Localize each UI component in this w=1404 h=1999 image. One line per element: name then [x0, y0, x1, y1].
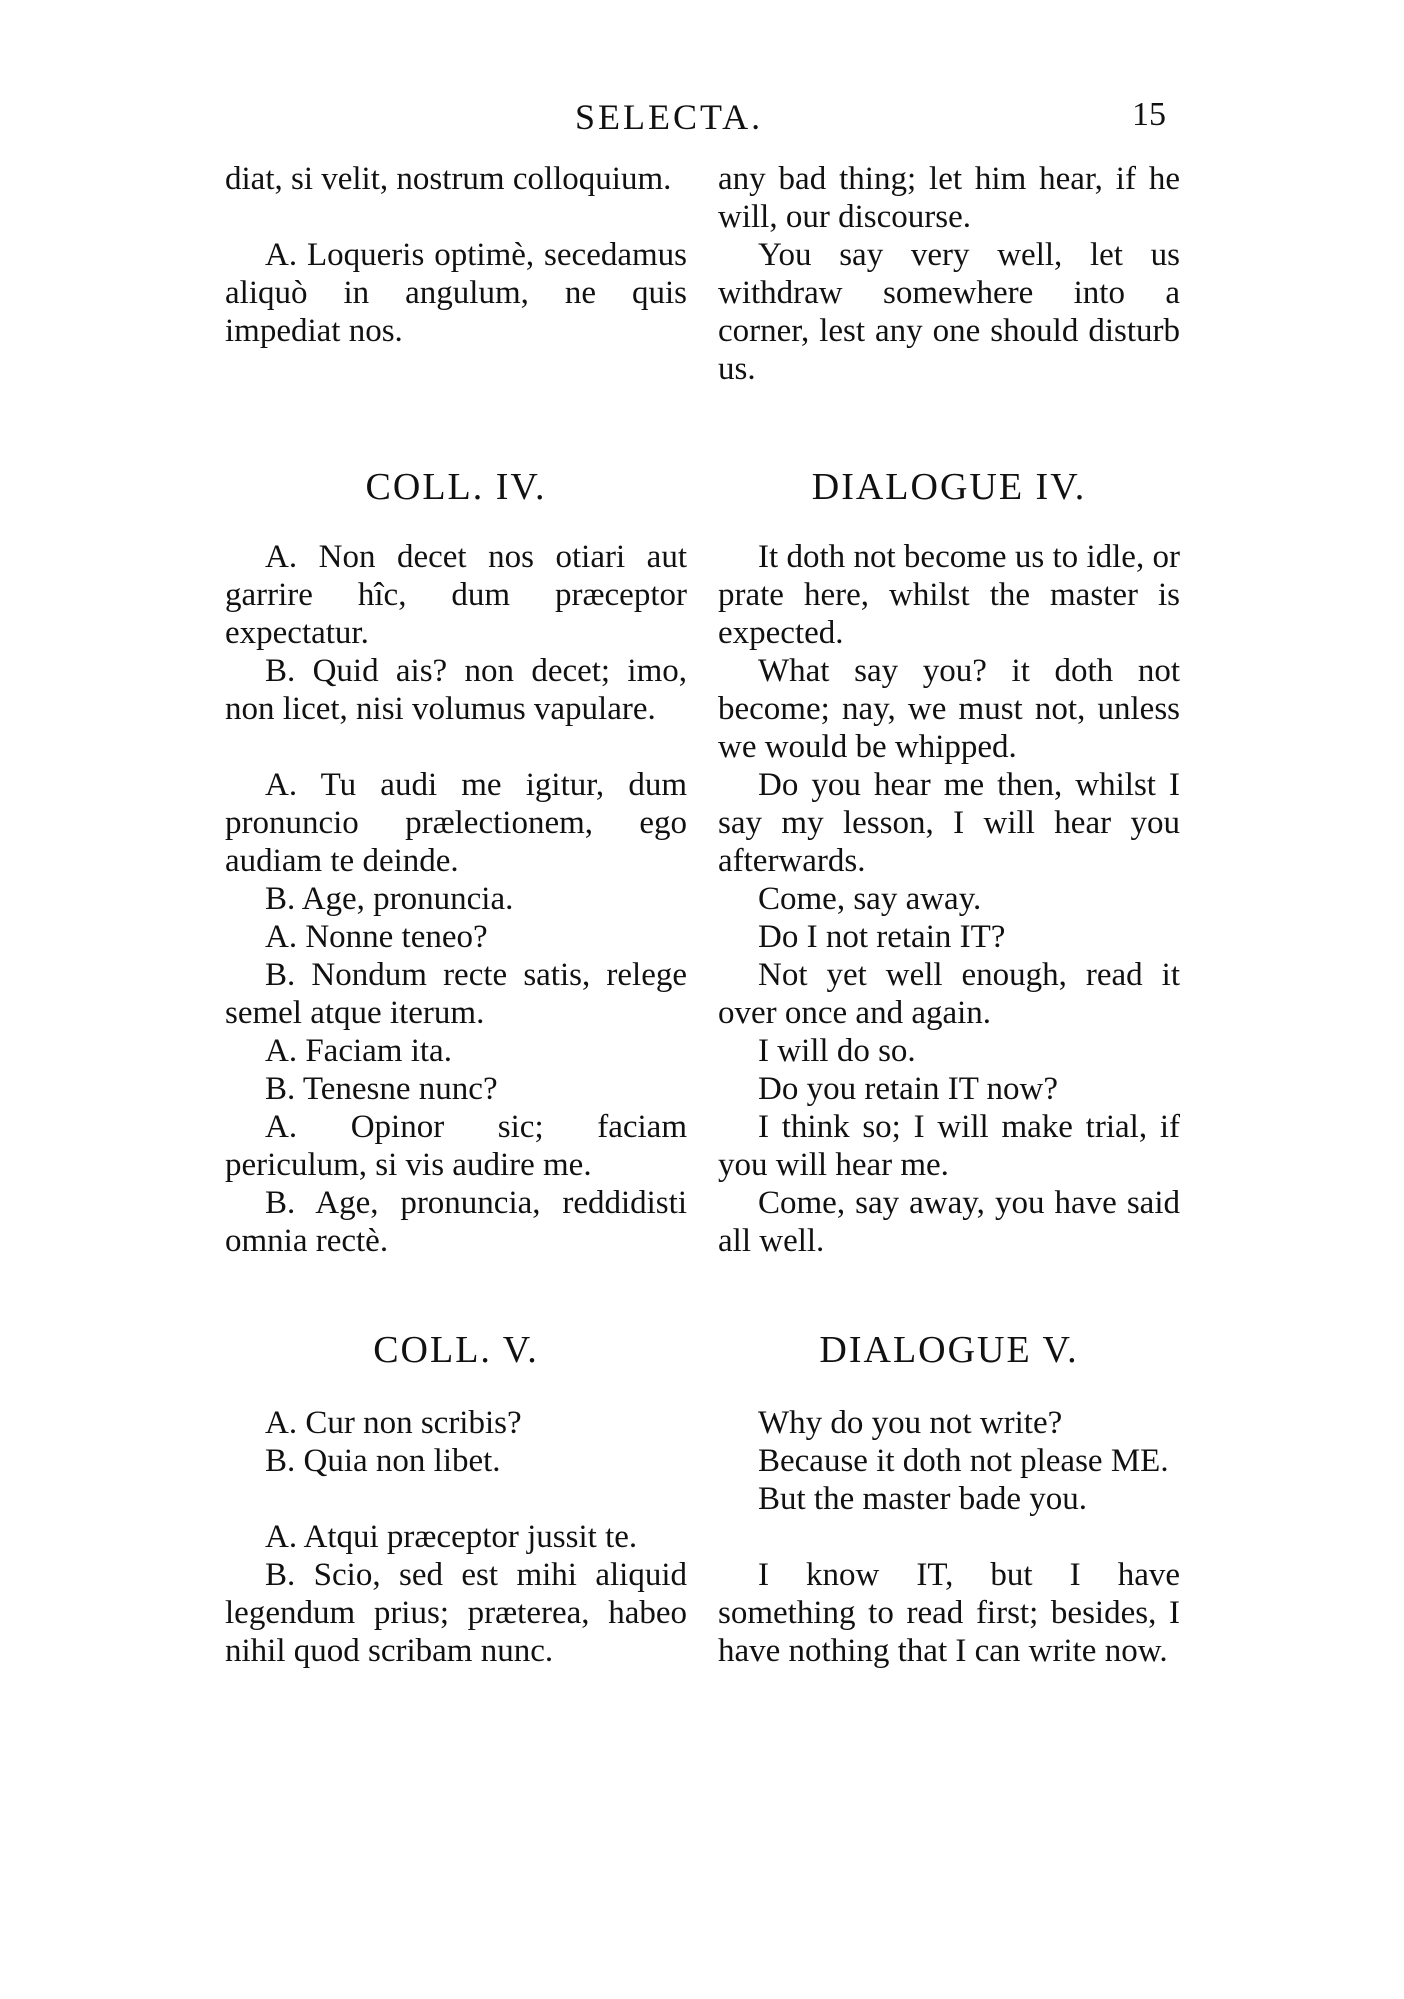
english-column-dialogue-5	[718, 1404, 1180, 1670]
latin-paragraph: A. Loqueris optimè, secedamus aliquò in angulum, ne quis impediat nos.	[225, 237, 687, 349]
latin-paragraph: B. Age, pronuncia.	[265, 881, 514, 917]
section-heading-english: DIALOGUE V.	[819, 1329, 1079, 1371]
english-paragraph: Come, say away, you have said all well.	[718, 1185, 1180, 1259]
latin-paragraph: A. Opinor sic; faciam periculum, si vis audire me.	[225, 1109, 687, 1183]
english-paragraph: Do you hear me then, whilst I say my lesson, I will hear you afterwards.	[718, 767, 1180, 879]
english-paragraph: Because it doth not please ME.	[758, 1443, 1169, 1479]
english-paragraph: Do you retain IT now?	[758, 1071, 1058, 1107]
page-number: 15	[1132, 96, 1166, 133]
section-heading-latin: COLL. IV.	[365, 466, 547, 508]
english-paragraph: It doth not become us to idle, or prate here, whilst the master is expected.	[718, 539, 1180, 651]
latin-paragraph: B. Quid ais? non decet; imo, non licet, nisi volumus vapulare.	[225, 653, 687, 727]
english-paragraph: I think so; I will make trial, if you will hear me.	[718, 1109, 1180, 1183]
section-heading-latin: COLL. V.	[373, 1329, 539, 1371]
english-paragraph: I will do so.	[758, 1033, 916, 1069]
latin-paragraph: A. Tu audi me igitur, dum pronuncio prælectionem, ego audiam te deinde.	[225, 767, 687, 879]
english-paragraph: What say you? it doth not become; nay, we must not, unless we would be whipped.	[718, 653, 1180, 765]
english-paragraph: Not yet well enough, read it over once and again.	[718, 957, 1180, 1031]
latin-column-top	[225, 160, 687, 350]
latin-column-dialogue-4	[225, 538, 687, 1260]
latin-paragraph: B. Age, pronuncia, reddidisti omnia rectè.	[225, 1185, 687, 1259]
latin-paragraph: A. Faciam ita.	[265, 1033, 452, 1069]
latin-paragraph: B. Quia non libet.	[265, 1443, 501, 1479]
english-paragraph: You say very well, let us withdraw somewhere into a corner, lest any one should disturb us.	[718, 237, 1180, 387]
latin-paragraph: A. Non decet nos otiari aut garrire hîc, dum præceptor expectatur.	[225, 539, 687, 651]
section-heading-english: DIALOGUE IV.	[811, 466, 1087, 508]
english-paragraph: I know IT, but I have something to read first; besides, I have nothing that I can write now.	[718, 1557, 1180, 1669]
english-paragraph: Do I not retain IT?	[758, 919, 1006, 955]
latin-paragraph: A. Nonne teneo?	[265, 919, 488, 955]
english-column-dialogue-4	[718, 538, 1180, 1260]
latin-paragraph: A. Atqui præceptor jussit te.	[265, 1519, 638, 1555]
running-title: SELECTA.	[575, 97, 764, 137]
running-head	[0, 96, 1404, 136]
english-paragraph: But the master bade you.	[758, 1481, 1088, 1517]
latin-column-dialogue-5	[225, 1404, 687, 1670]
latin-paragraph: B. Tenesne nunc?	[265, 1071, 498, 1107]
latin-paragraph: A. Cur non scribis?	[265, 1405, 522, 1441]
english-paragraph: Why do you not write?	[758, 1405, 1063, 1441]
english-column-top	[718, 160, 1180, 388]
latin-paragraph: B. Nondum recte satis, relege semel atque iterum.	[225, 957, 687, 1031]
english-paragraph: Come, say away.	[758, 881, 982, 917]
latin-paragraph: diat, si velit, nostrum colloquium.	[225, 161, 672, 197]
english-paragraph: any bad thing; let him hear, if he will, our discourse.	[718, 161, 1180, 235]
latin-paragraph: B. Scio, sed est mihi aliquid legendum prius; præterea, habeo nihil quod scribam nunc.	[225, 1557, 687, 1669]
